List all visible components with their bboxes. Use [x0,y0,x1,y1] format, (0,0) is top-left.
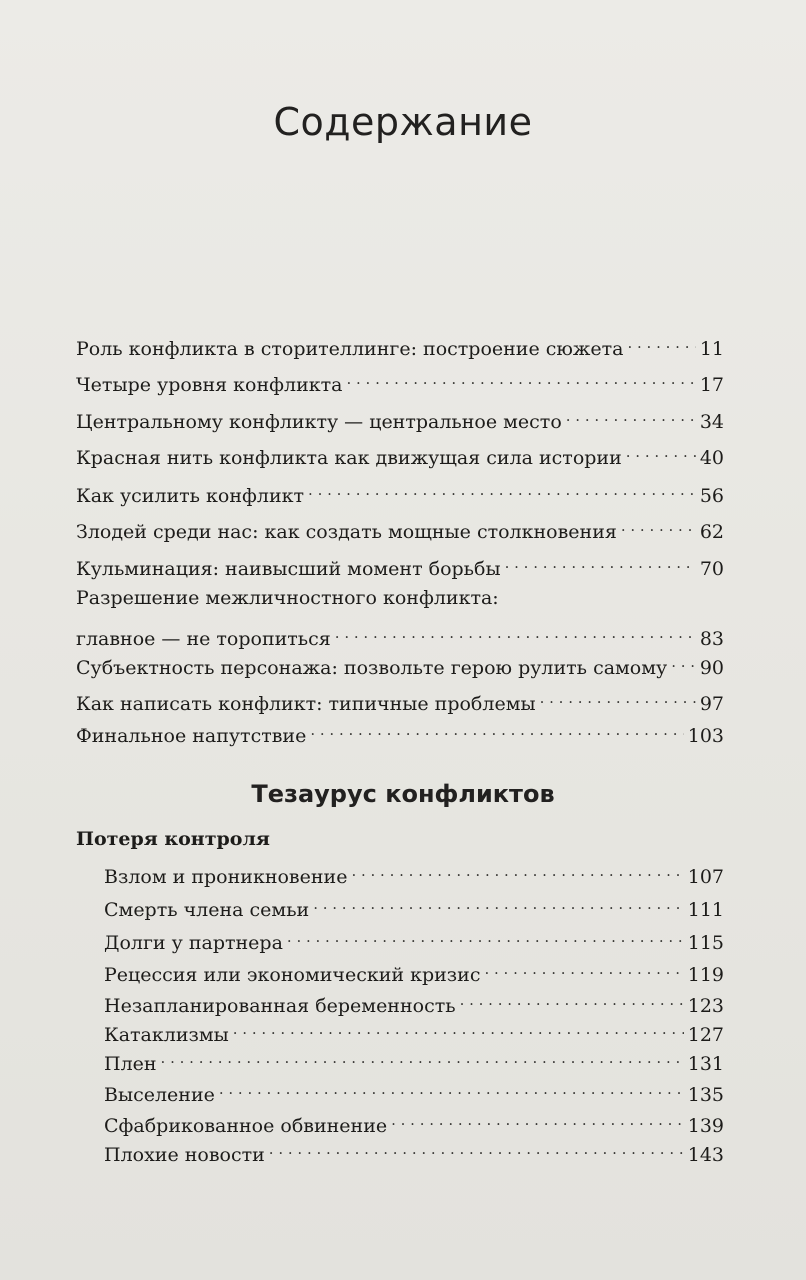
thesaurus-entry-page: 139 [687,1115,724,1137]
thesaurus-entry-label: Катаклизмы [104,1024,229,1046]
thesaurus-entry[interactable] [104,1077,724,1107]
thesaurus-entry-page: 143 [687,1144,724,1166]
section-heading: Потеря контроля [76,828,270,850]
page-title: Содержание [273,100,533,144]
dot-leader [540,686,696,710]
thesaurus-entry-page: 127 [687,1024,724,1046]
thesaurus-entry[interactable] [104,1017,724,1047]
dot-leader [505,551,696,575]
toc-entry-page: 11 [699,338,724,360]
thesaurus-entry-label: Плен [104,1053,157,1075]
toc-entry[interactable] [76,367,724,397]
toc-entry-label: Как усилить конфликт [76,485,305,507]
toc-entry-page: 62 [699,521,724,543]
toc-entry-page: 40 [699,447,724,469]
thesaurus-entry[interactable] [104,1108,724,1138]
thesaurus-entry-page: 119 [687,964,724,986]
thesaurus-entry-label: Сфабрикованное обвинение [104,1115,388,1137]
thesaurus-entry[interactable] [104,859,724,889]
thesaurus-entry[interactable] [104,1046,724,1076]
dot-leader [308,478,696,502]
thesaurus-entry-label: Долги у партнера [104,932,283,954]
thesaurus-entry-label: Рецессия или экономический кризис [104,964,481,986]
thesaurus-entry-page: 131 [687,1053,724,1075]
thesaurus-entry-page: 115 [687,932,724,954]
toc-entry-page: 97 [699,693,724,715]
toc-entry-page: 103 [687,725,724,747]
dot-leader [313,892,684,916]
toc-entry-label: Роль конфликта в сторителлинге: построение сюжета [76,338,624,360]
dot-leader [310,718,683,742]
thesaurus-entry[interactable] [104,925,724,955]
toc-entry-page: 90 [699,657,724,679]
dot-leader [566,404,696,428]
dot-leader [346,367,695,391]
dot-leader [269,1137,684,1161]
dot-leader [161,1046,684,1070]
toc-entry-label: Субъектность персонажа: позвольте герою рулить самому [76,657,668,679]
toc-entry-page: 34 [699,411,724,433]
toc-entry-label: Красная нить конфликта как движущая сила истории [76,447,622,469]
toc-entry[interactable] [76,331,724,361]
dot-leader [391,1108,684,1132]
thesaurus-entry-label: Взлом и проникновение [104,866,348,888]
toc-entry-label-line1[interactable]: Разрешение межличностного конфликта: [76,587,499,609]
dot-leader [287,925,684,949]
toc-entry-label: главное — не торопиться [76,628,331,650]
thesaurus-entry-page: 123 [687,995,724,1017]
toc-entry-label: Четыре уровня конфликта [76,374,343,396]
toc-entry-label: Злодей среди нас: как создать мощные столкновения [76,521,617,543]
thesaurus-entry[interactable] [104,1137,724,1167]
dot-leader [671,650,696,674]
dot-leader [233,1017,684,1041]
toc-entry-page: 83 [699,628,724,650]
dot-leader [484,957,683,981]
toc-entry-label: Центральному конфликту — центральное место [76,411,562,433]
thesaurus-entry[interactable] [104,892,724,922]
thesaurus-entry-page: 107 [687,866,724,888]
thesaurus-entry[interactable] [104,988,724,1018]
dot-leader [460,988,684,1012]
toc-entry-label: Как написать конфликт: типичные проблемы [76,693,536,715]
toc-entry[interactable] [76,478,724,508]
toc-entry-page: 56 [699,485,724,507]
toc-entry[interactable] [76,650,724,680]
toc-entry[interactable] [76,621,724,651]
toc-entry[interactable] [76,404,724,434]
thesaurus-entry-label: Плохие новости [104,1144,265,1166]
thesaurus-entry-label: Смерть члена семьи [104,899,310,921]
toc-entry-page: 17 [699,374,724,396]
thesaurus-entry-label: Незапланированная беременность [104,995,456,1017]
dot-leader [335,621,696,645]
dot-leader [351,859,683,883]
toc-entry[interactable] [76,551,724,581]
dot-leader [626,440,696,464]
toc-entry-label: Финальное напутствие [76,725,307,747]
thesaurus-entry-page: 135 [687,1084,724,1106]
toc-entry[interactable] [76,686,724,716]
thesaurus-title: Тезаурус конфликтов [251,780,555,808]
toc-entry[interactable] [76,514,724,544]
thesaurus-entry[interactable] [104,957,724,987]
dot-leader [621,514,696,538]
toc-entry[interactable] [76,440,724,470]
thesaurus-entry-page: 111 [687,899,724,921]
toc-entry[interactable] [76,718,724,748]
dot-leader [219,1077,684,1101]
toc-entry-label: Кульминация: наивысший момент борьбы [76,558,501,580]
toc-entry-page: 70 [699,558,724,580]
dot-leader [627,331,695,355]
thesaurus-entry-label: Выселение [104,1084,215,1106]
